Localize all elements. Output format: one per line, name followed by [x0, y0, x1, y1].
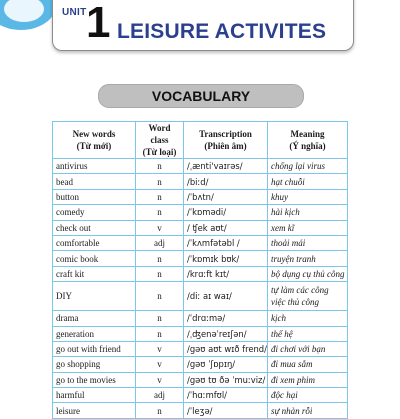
meaning-cell: truyện tranh	[268, 251, 348, 266]
transcription-cell: /krɑːft kɪt/	[184, 266, 268, 281]
table-row	[53, 311, 348, 326]
meaning-cell: sự nhàn rỗi	[268, 403, 348, 418]
table-row	[53, 266, 348, 281]
word-class-cell: n	[136, 326, 184, 341]
word-class-cell: n	[136, 266, 184, 281]
table-row	[53, 357, 348, 372]
header-meaning: Meaning (Ý nghĩa)	[268, 122, 348, 159]
unit-title: LEISURE ACTIVITES	[117, 20, 327, 43]
meaning-cell: xem kĩ	[268, 220, 348, 235]
word-class-cell: n	[136, 403, 184, 418]
word-class-cell: n	[136, 159, 184, 174]
transcription-cell: /ˈkɒmədi/	[184, 205, 268, 220]
transcription-cell: /ˈleʒə/	[184, 403, 268, 418]
table-row	[53, 159, 348, 174]
word-cell: antivirus	[53, 159, 136, 174]
transcription-cell: /ˌʤenəˈreɪʃən/	[184, 326, 268, 341]
word-cell: comfortable	[53, 235, 136, 250]
word-cell: button	[53, 189, 136, 204]
word-cell: go to the movies	[53, 372, 136, 387]
word-cell: craft kit	[53, 266, 136, 281]
header-word-class: Word class (Từ loại)	[136, 122, 184, 159]
section-title: VOCABULARY	[98, 84, 304, 108]
word-cell: DIY	[53, 282, 136, 311]
word-class-cell: adj	[136, 235, 184, 250]
table-row	[53, 326, 348, 341]
transcription-cell: / ʧek aʊt/	[184, 220, 268, 235]
table-row	[53, 388, 348, 403]
transcription-cell: /gəʊ tʊ ðə ˈmuːviz/	[184, 372, 268, 387]
corner-decoration	[0, 0, 56, 30]
table-row	[53, 189, 348, 204]
word-cell: leisure	[53, 403, 136, 418]
header-new-words: New words (Từ mới)	[53, 122, 136, 159]
word-cell: harmful	[53, 388, 136, 403]
meaning-cell: chống lại virus	[268, 159, 348, 174]
table-row	[53, 220, 348, 235]
word-class-cell: n	[136, 174, 184, 189]
table-header-row	[53, 122, 348, 159]
word-cell: comedy	[53, 205, 136, 220]
transcription-cell: /ˈhɑːmfʊl/	[184, 388, 268, 403]
meaning-cell: bộ dụng cụ thủ công	[268, 266, 348, 281]
meaning-cell: độc hại	[268, 388, 348, 403]
meaning-cell: đi chơi với bạn	[268, 341, 348, 356]
vocabulary-table	[52, 121, 348, 419]
table-row	[53, 341, 348, 356]
transcription-cell: /ˈkɒmɪk bʊk/	[184, 251, 268, 266]
word-class-cell: v	[136, 341, 184, 356]
meaning-cell: thế hệ	[268, 326, 348, 341]
transcription-cell: /ˈbʌtn/	[184, 189, 268, 204]
table-row	[53, 235, 348, 250]
word-class-cell: n	[136, 311, 184, 326]
transcription-cell: /ˈdrɑːmə/	[184, 311, 268, 326]
table-row	[53, 174, 348, 189]
word-class-cell: v	[136, 220, 184, 235]
unit-label: UNIT	[62, 7, 87, 18]
word-class-cell: v	[136, 372, 184, 387]
word-cell: check out	[53, 220, 136, 235]
table-body	[53, 159, 348, 419]
word-cell: drama	[53, 311, 136, 326]
word-class-cell: n	[136, 282, 184, 311]
table-row	[53, 251, 348, 266]
word-cell: bead	[53, 174, 136, 189]
meaning-cell: tự làm các công việc thủ công	[268, 282, 348, 311]
meaning-cell: thoải mái	[268, 235, 348, 250]
table-row	[53, 372, 348, 387]
meaning-cell: đi mua sắm	[268, 357, 348, 372]
transcription-cell: /diː aɪ waɪ/	[184, 282, 268, 311]
header-transcription: Transcription (Phiên âm)	[184, 122, 268, 159]
meaning-cell: đi xem phim	[268, 372, 348, 387]
transcription-cell: /ˈkʌmfətəbl /	[184, 235, 268, 250]
word-cell: comic book	[53, 251, 136, 266]
word-class-cell: n	[136, 205, 184, 220]
transcription-cell: /ˌænti'vaɪrəs/	[184, 159, 268, 174]
word-class-cell: v	[136, 357, 184, 372]
word-cell: go out with friend	[53, 341, 136, 356]
table-row	[53, 205, 348, 220]
word-cell: generation	[53, 326, 136, 341]
unit-number: 1	[86, 0, 111, 47]
transcription-cell: /gəʊ aʊt wɪð frend/	[184, 341, 268, 356]
table-row	[53, 282, 348, 311]
meaning-cell: hạt chuỗi	[268, 174, 348, 189]
meaning-cell: hài kịch	[268, 205, 348, 220]
word-class-cell: n	[136, 251, 184, 266]
table-row	[53, 403, 348, 418]
meaning-cell: khuy	[268, 189, 348, 204]
word-class-cell: adj	[136, 388, 184, 403]
transcription-cell: /biːd/	[184, 174, 268, 189]
transcription-cell: /gəʊ ˈʃɒpɪŋ/	[184, 357, 268, 372]
meaning-cell: kịch	[268, 311, 348, 326]
word-cell: go shopping	[53, 357, 136, 372]
word-class-cell: n	[136, 189, 184, 204]
